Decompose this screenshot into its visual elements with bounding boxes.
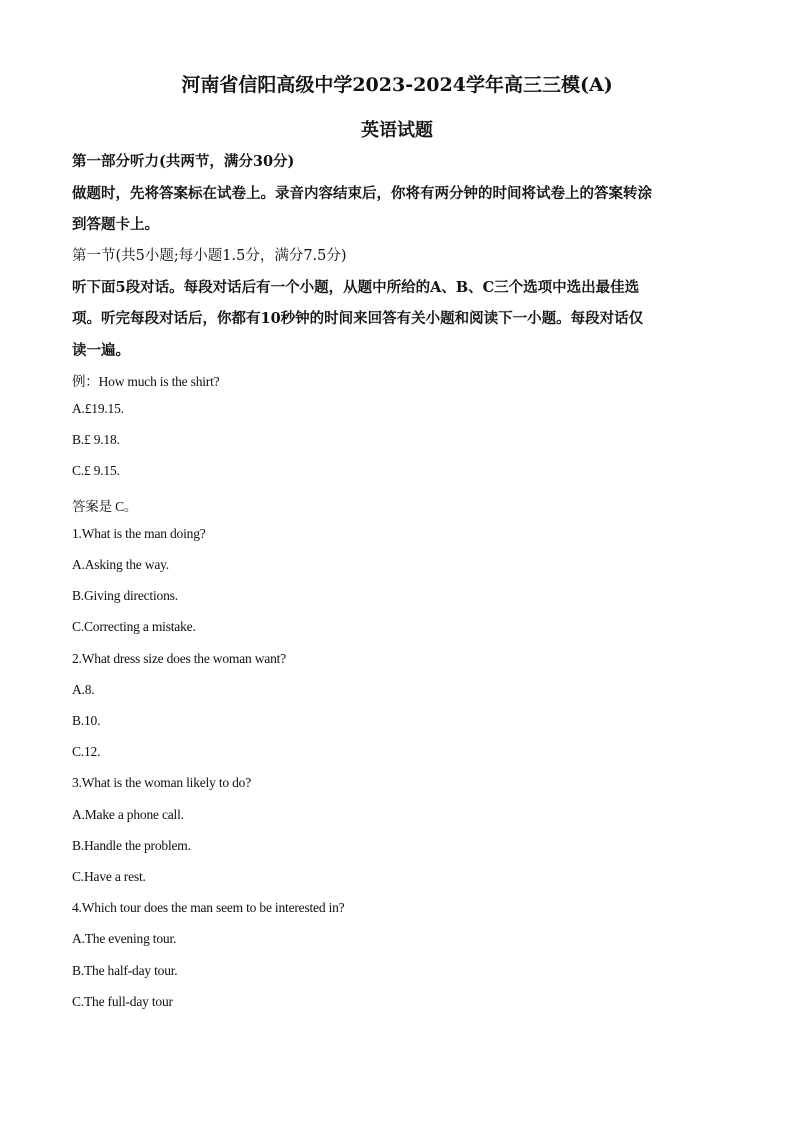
exam-title: 河南省信阳高级中学2023-2024学年高三三模(A) [181,74,613,96]
question-3-option-a: A.Make a phone call. [72,807,184,822]
instruction-line-2: 到答题卡上。 [72,216,159,233]
example-answer: 答案是 C。 [72,499,138,514]
directions-line-1: 听下面5段对话。每段对话后有一个小题，从题中所给的A、B、C三个选项中选出最佳选 [72,279,640,296]
question-1-option-b: B.Giving directions. [72,588,178,603]
example-question: 例：How much is the shirt? [72,374,220,389]
example-option-c: C.£ 9.15. [72,463,120,478]
directions-line-3: 读一遍。 [72,342,130,359]
question-2-option-c: C.12. [72,744,101,759]
question-1-option-a: A.Asking the way. [72,557,169,572]
sub-heading: 第一节(共5小题;每小题1.5分，满分7.5分) [72,248,347,264]
question-1-stem: 1.What is the man doing? [72,526,206,541]
question-3-option-c: C.Have a rest. [72,869,146,884]
question-3-stem: 3.What is the woman likely to do? [72,775,251,790]
question-2-option-b: B.10. [72,713,101,728]
example-option-b: B.£ 9.18. [72,432,120,447]
question-4-option-c: C.The full-day tour [72,994,173,1009]
instruction-line-1: 做题时，先将答案标在试卷上。录音内容结束后，你将有两分钟的时间将试卷上的答案转涂 [72,185,652,202]
question-4-option-a: A.The evening tour. [72,931,177,946]
question-2-option-a: A.8. [72,682,95,697]
part-heading: 第一部分听力(共两节，满分30分) [72,153,295,170]
question-2-stem: 2.What dress size does the woman want? [72,651,286,666]
question-3-option-b: B.Handle the problem. [72,838,191,853]
question-4-stem: 4.Which tour does the man seem to be interested in? [72,900,345,915]
example-option-a: A.£19.15. [72,401,124,416]
question-1-option-c: C.Correcting a mistake. [72,619,196,634]
exam-subtitle: 英语试题 [361,120,433,141]
question-4-option-b: B.The half-day tour. [72,963,178,978]
directions-line-2: 项。听完每段对话后，你都有10秒钟的时间来回答有关小题和阅读下一小题。每段对话仅 [72,310,644,327]
